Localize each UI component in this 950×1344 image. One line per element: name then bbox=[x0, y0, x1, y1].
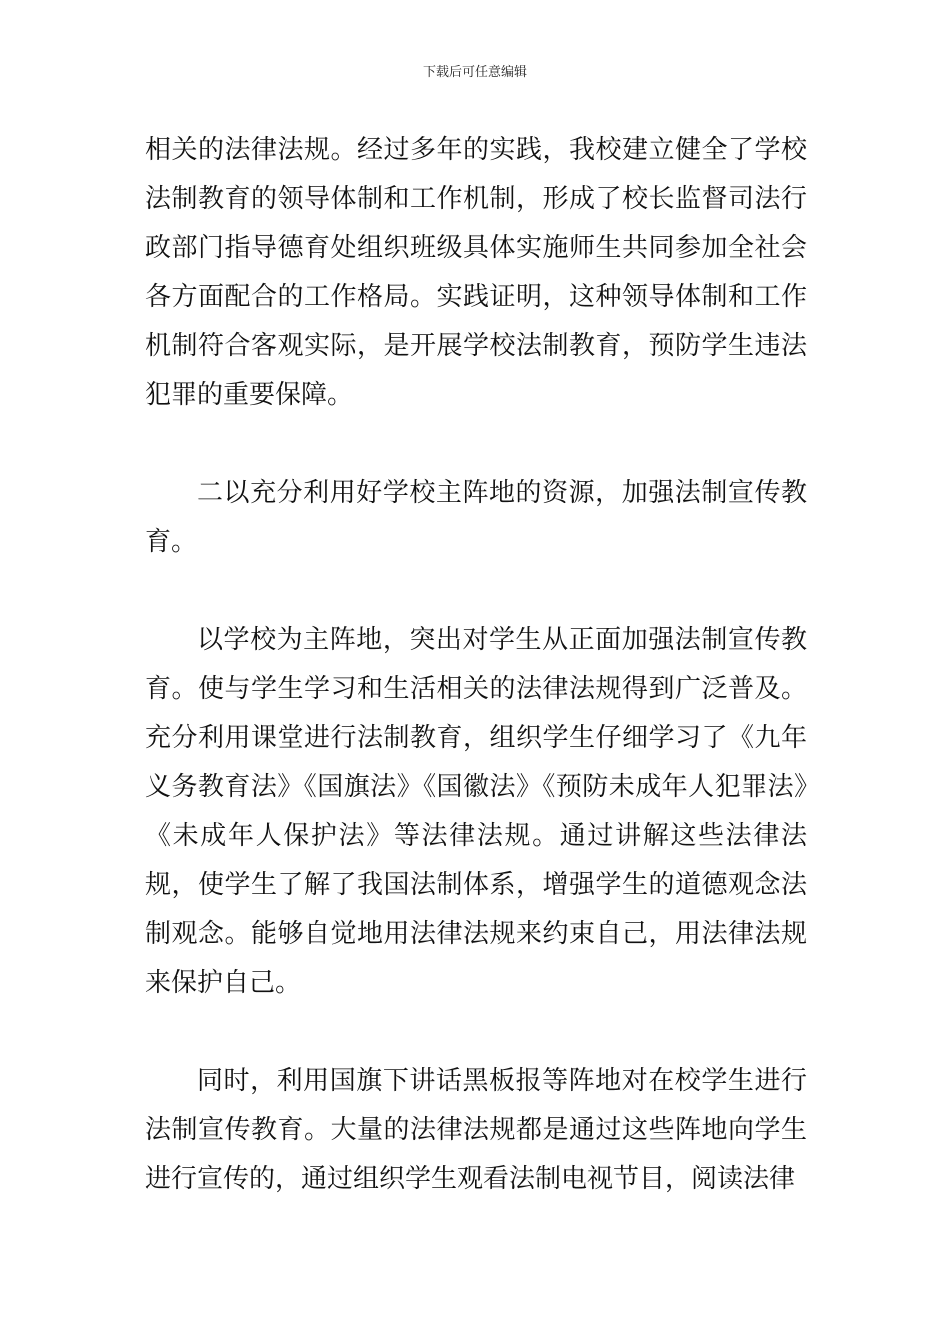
paragraph-4: 同时，利用国旗下讲话黑板报等阵地对在校学生进行法制宣传教育。大量的法律法规都是通过这些阵地向学生进行宣传的，通过组织学生观看法制电视节目，阅读法律 bbox=[145, 1066, 807, 1194]
document-body bbox=[145, 126, 807, 1204]
paragraph-3: 以学校为主阵地，突出对学生从正面加强法制宣传教育。使与学生学习和生活相关的法律法规得到广泛普及。充分利用课堂进行法制教育，组织学生仔细学习了《九年义务教育法》《国旗法》《国徽法》《预防未成年人犯罪法》《未成年人保护法》等法律法规。通过讲解这些法律法规，使学生了解了我国法制体系，增强学生的道德观念法制观念。能够自觉地用法律法规来约束自己，用法律法规来保护自己。 bbox=[145, 625, 807, 998]
page-header: 下载后可任意编辑 bbox=[422, 65, 527, 80]
paragraph-1: 相关的法律法规。经过多年的实践，我校建立健全了学校法制教育的领导体制和工作机制，形成了校长监督司法行政部门指导德育处组织班级具体实施师生共同参加全社会各方面配合的工作格局。实践证明，这种领导体制和工作机制符合客观实际，是开展学校法制教育，预防学生违法犯罪的重要保障。 bbox=[145, 135, 807, 410]
paragraph-2-heading: 二以充分利用好学校主阵地的资源，加强法制宣传教育。 bbox=[145, 478, 807, 557]
